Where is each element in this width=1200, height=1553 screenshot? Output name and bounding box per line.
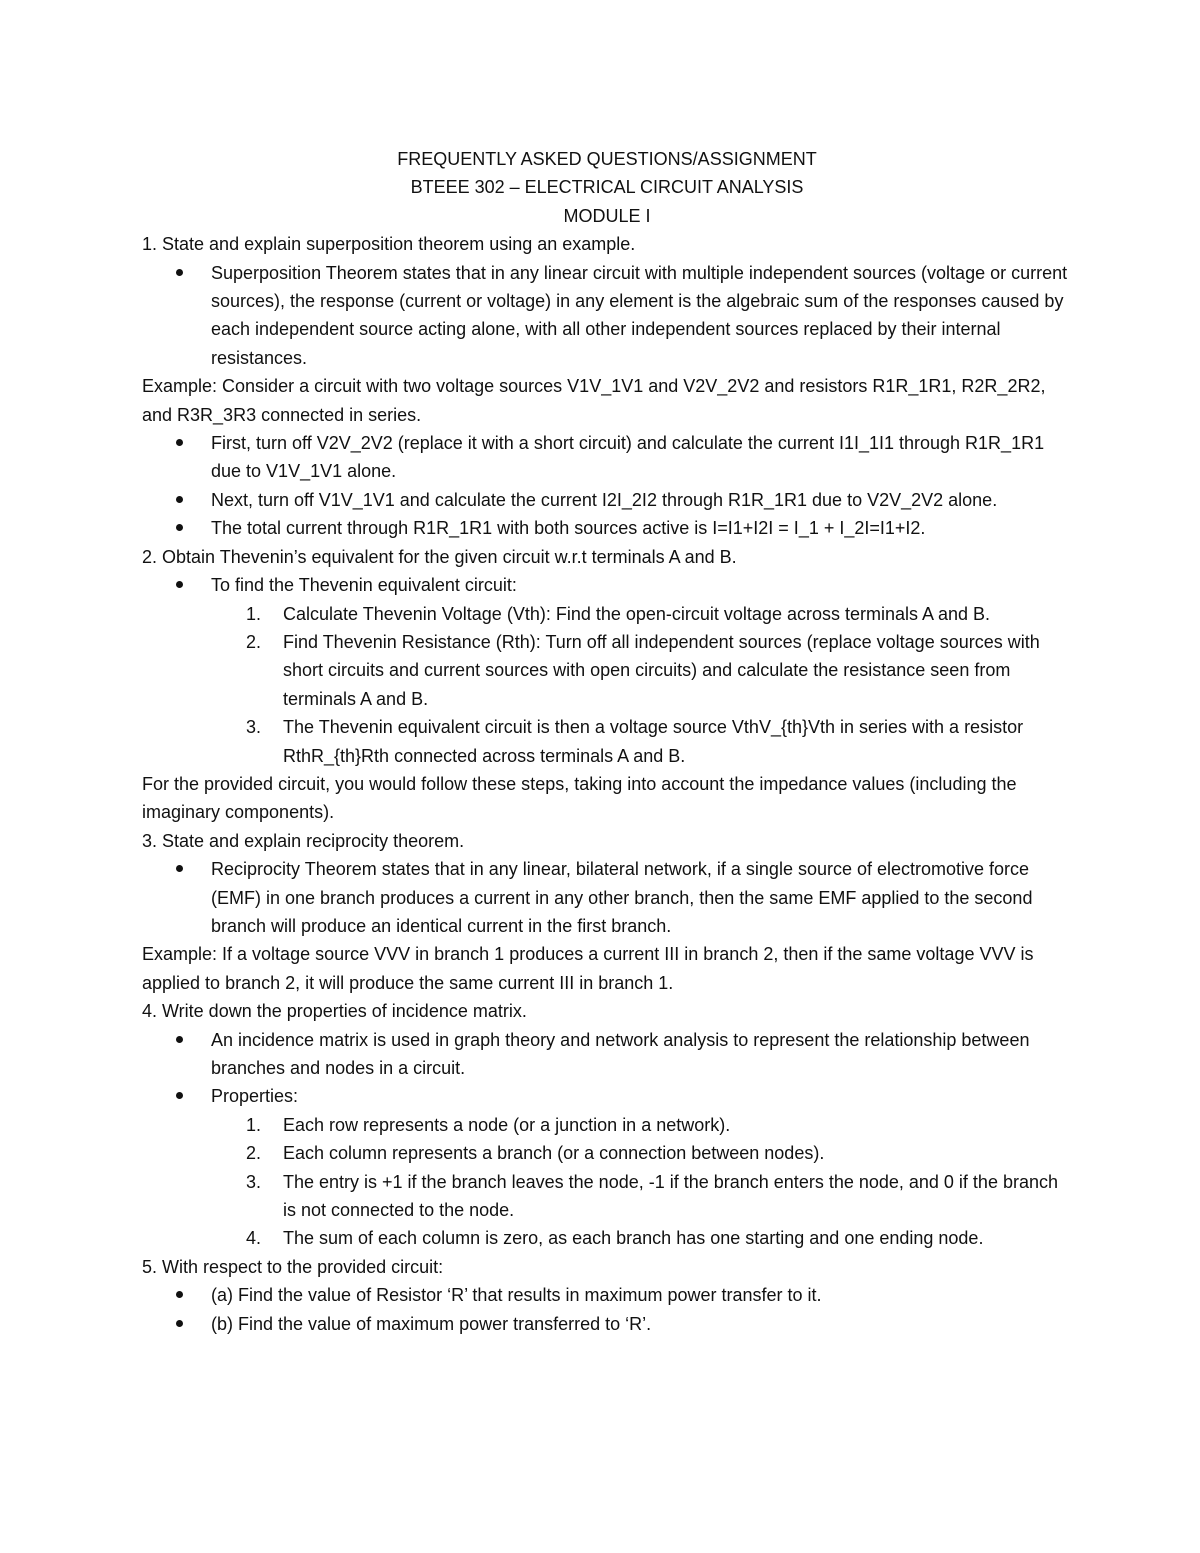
- numbered-item: [142, 1224, 1072, 1252]
- question-3: 3. State and explain reciprocity theorem.: [142, 830, 465, 851]
- item-number: 1.: [246, 603, 262, 624]
- bullet-icon: [176, 581, 183, 588]
- question-1: 1. State and explain superposition theorem using an example.: [142, 234, 636, 255]
- item-number: 3.: [246, 717, 262, 738]
- list-item: [142, 1281, 1072, 1309]
- module-title: MODULE I: [563, 205, 651, 226]
- list-item: [142, 571, 1072, 599]
- q2-step-text: Calculate Thevenin Voltage (Vth): Find the open-circuit voltage across terminals A and B.: [283, 603, 991, 624]
- q2-step-text: Find Thevenin Resistance (Rth): Turn off all independent sources (replace voltage sources with short circuits and current sources with open circuits) and calculate the resistance seen from terminals A and B.: [283, 631, 1040, 709]
- list-item: [142, 855, 1072, 940]
- list-item: [142, 259, 1072, 373]
- item-number: 4.: [246, 1228, 262, 1249]
- question-2: 2. Obtain Thevenin’s equivalent for the given circuit w.r.t terminals A and B.: [142, 546, 737, 567]
- incidence-matrix-definition: An incidence matrix is used in graph theory and network analysis to represent the relationship between branches and nodes in a circuit.: [211, 1029, 1030, 1078]
- bullet-icon: [176, 1320, 183, 1327]
- property-text: Each column represents a branch (or a connection between nodes).: [283, 1143, 825, 1164]
- question-4: 4. Write down the properties of incidence matrix.: [142, 1001, 527, 1022]
- item-number: 1.: [246, 1114, 262, 1135]
- numbered-item: [142, 1111, 1072, 1139]
- list-item: [142, 1082, 1072, 1110]
- question-5: 5. With respect to the provided circuit:: [142, 1256, 444, 1277]
- item-number: 2.: [246, 1143, 262, 1164]
- numbered-item: [142, 600, 1072, 628]
- bullet-icon: [176, 865, 183, 872]
- q1-example: Example: Consider a circuit with two voltage sources V1V_1V1 and V2V_2V2 and resistors R1R_1R1, R2R_2R2, and R3R_3R3 connected in series.: [142, 376, 1046, 425]
- superposition-definition: Superposition Theorem states that in any linear circuit with multiple independent sources (voltage or current sources), the response (current or voltage) in any element is the algebraic sum of the responses caused by each independent source acting alone, with all other independent sources replaced by their internal resistances.: [211, 262, 1068, 368]
- list-item: [142, 1310, 1072, 1338]
- q1-step: First, turn off V2V_2V2 (replace it with a short circuit) and calculate the current I1I_1I1 through R1R_1R1 due to V1V_1V1 alone.: [211, 433, 1045, 482]
- q3-example: Example: If a voltage source VVV in branch 1 produces a current III in branch 2, then if the same voltage VVV is applied to branch 2, it will produce the same current III in branch 1.: [142, 944, 1034, 993]
- reciprocity-definition: Reciprocity Theorem states that in any linear, bilateral network, if a single source of electromotive force (EMF) in one branch produces a current in any other branch, then the same EMF applied to the second branch will produce an identical current in the first branch.: [211, 859, 1033, 936]
- numbered-item: [142, 628, 1072, 713]
- list-item: [142, 429, 1072, 486]
- list-item: [142, 514, 1072, 542]
- list-item: [142, 1026, 1072, 1083]
- numbered-item: [142, 1168, 1072, 1225]
- q5-part: (a) Find the value of Resistor ‘R’ that results in maximum power transfer to it.: [211, 1285, 822, 1306]
- item-number: 2.: [246, 631, 262, 652]
- q2-note: For the provided circuit, you would follow these steps, taking into account the impedance values (including the imaginary components).: [142, 773, 1017, 823]
- q2-step-text: The Thevenin equivalent circuit is then a voltage source VthV_{th}Vth in series with a resistor RthR_{th}Rth connected across terminals A and B.: [283, 717, 1024, 766]
- q1-step: The total current through R1R_1R1 with both sources active is I=I1+I2I = I_1 + I_2I=I1+I2.: [211, 518, 926, 539]
- document-title: FREQUENTLY ASKED QUESTIONS/ASSIGNMENT: [397, 149, 817, 169]
- list-item: [142, 486, 1072, 514]
- numbered-item: [142, 1139, 1072, 1167]
- bullet-icon: [176, 1036, 183, 1043]
- numbered-item: [142, 713, 1072, 770]
- bullet-icon: [176, 1291, 183, 1298]
- bullet-icon: [176, 269, 183, 276]
- document-page: [142, 145, 1072, 1338]
- bullet-icon: [176, 1092, 183, 1099]
- properties-label: Properties:: [211, 1086, 299, 1107]
- item-number: 3.: [246, 1171, 262, 1192]
- q1-step: Next, turn off V1V_1V1 and calculate the current I2I_2I2 through R1R_1R1 due to V2V_2V2 alone.: [211, 489, 998, 510]
- q2-intro: To find the Thevenin equivalent circuit:: [211, 575, 517, 596]
- property-text: The sum of each column is zero, as each branch has one starting and one ending node.: [283, 1228, 984, 1249]
- property-text: Each row represents a node (or a junction in a network).: [283, 1114, 731, 1135]
- property-text: The entry is +1 if the branch leaves the node, -1 if the branch enters the node, and 0 if the branch is not connected to the node.: [283, 1171, 1058, 1221]
- q5-part: (b) Find the value of maximum power transferred to ‘R’.: [211, 1313, 652, 1334]
- bullet-icon: [176, 524, 183, 531]
- course-title: BTEEE 302 – ELECTRICAL CIRCUIT ANALYSIS: [410, 177, 804, 198]
- bullet-icon: [176, 439, 183, 446]
- bullet-icon: [176, 496, 183, 503]
